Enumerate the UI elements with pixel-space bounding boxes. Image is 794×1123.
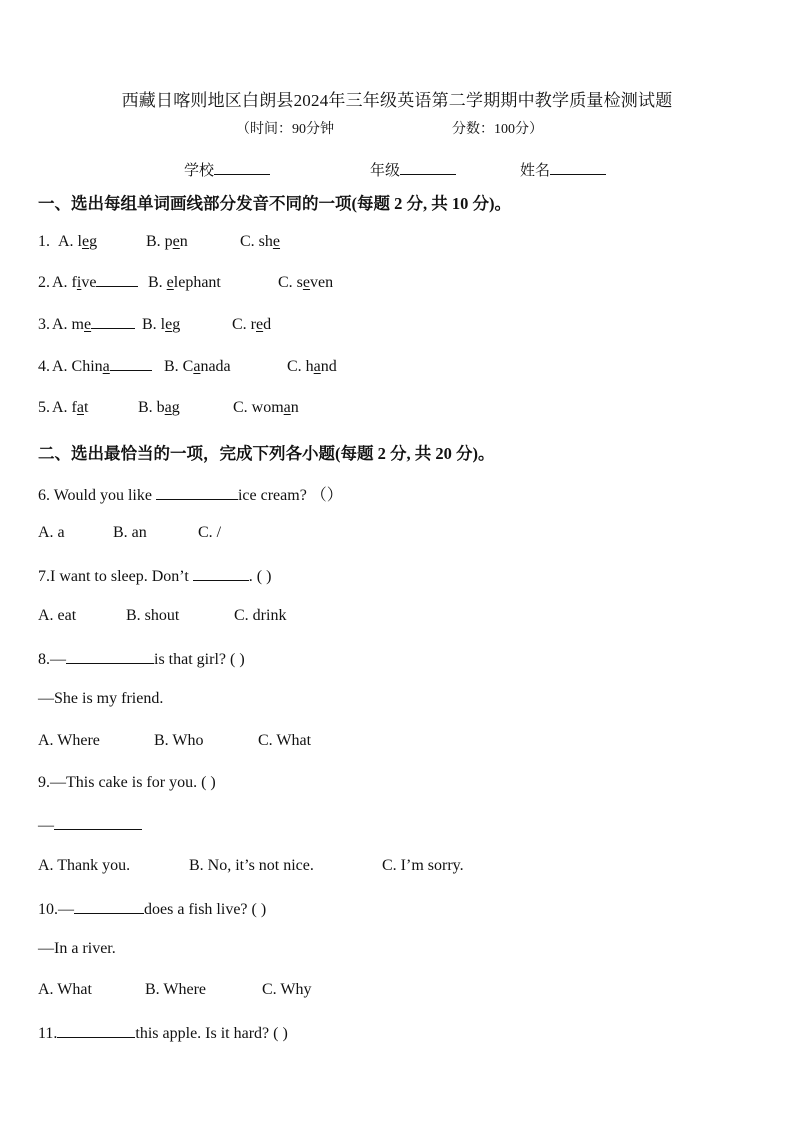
q8-option-b[interactable]: B. Who bbox=[154, 732, 204, 749]
q7-option-a[interactable]: A. eat bbox=[38, 607, 77, 624]
q8-option-c[interactable]: C. What bbox=[258, 732, 312, 749]
q6-blank[interactable] bbox=[156, 485, 238, 500]
q9-option-a[interactable]: A. Thank you. bbox=[38, 857, 131, 874]
exam-title: 西藏日喀则地区白朗县2024年三年级英语第二学期期中教学质量检测试题 bbox=[121, 91, 673, 110]
q7-option-c[interactable]: C. drink bbox=[234, 607, 287, 624]
q8-blank[interactable] bbox=[66, 649, 154, 664]
q7-blank[interactable] bbox=[193, 566, 249, 581]
q2-option-c: C. seven bbox=[278, 274, 334, 291]
question-6: 6. Would you like ice cream? （） bbox=[38, 487, 343, 504]
q8-reply: —She is my friend. bbox=[38, 690, 164, 707]
q5-option-b: B. bag bbox=[138, 399, 180, 416]
question-10: 10.— does a fish live? ( ) bbox=[38, 901, 267, 918]
q6-option-c[interactable]: C. / bbox=[198, 524, 222, 541]
question-11: 11. this apple. Is it hard? ( ) bbox=[38, 1025, 288, 1042]
q6-option-b[interactable]: B. an bbox=[113, 524, 147, 541]
q2-option-b: B. elephant bbox=[148, 274, 221, 291]
q4-option-b: B. Canada bbox=[164, 358, 231, 375]
time-limit: （时间：90分钟 bbox=[236, 122, 334, 137]
q8-option-a[interactable]: A. Where bbox=[38, 732, 100, 749]
q1-option-b: B. pen bbox=[146, 233, 188, 250]
q4-option-a: A. China bbox=[52, 358, 152, 376]
q5-number: 5. bbox=[38, 399, 50, 416]
q9-option-c[interactable]: C. I’m sorry. bbox=[382, 857, 464, 874]
section-1-heading: 一、选出每组单词画线部分发音不同的一项(每题 2 分, 共 10 分)。 bbox=[38, 194, 511, 213]
name-blank[interactable] bbox=[550, 160, 606, 175]
question-8: 8.— is that girl? ( ) bbox=[38, 651, 245, 668]
grade-field bbox=[370, 159, 456, 180]
school-blank[interactable] bbox=[214, 160, 270, 175]
q1-number: 1. bbox=[38, 233, 50, 250]
question-9: 9.—This cake is for you. ( ) bbox=[38, 774, 216, 791]
q2-option-a: A. five bbox=[52, 274, 138, 292]
q10-reply: —In a river. bbox=[38, 940, 116, 957]
q3-option-b: B. leg bbox=[142, 316, 181, 333]
q7-option-b[interactable]: B. shout bbox=[126, 607, 180, 624]
q9-option-b[interactable]: B. No, it’s not nice. bbox=[189, 857, 314, 874]
section-2-heading: 二、选出最恰当的一项，完成下列各小题(每题 2 分, 共 20 分)。 bbox=[38, 444, 495, 463]
name-label: 姓名 bbox=[520, 163, 551, 179]
q9-reply: — bbox=[38, 815, 142, 835]
total-score: 分数：100分） bbox=[452, 122, 543, 137]
q9-blank[interactable] bbox=[54, 815, 142, 830]
question-7: 7.I want to sleep. Don’t . ( ) bbox=[38, 568, 272, 585]
q4-number: 4. bbox=[38, 358, 50, 375]
name-field bbox=[520, 159, 606, 180]
grade-label: 年级 bbox=[370, 163, 401, 179]
q10-option-a[interactable]: A. What bbox=[38, 981, 92, 998]
q10-option-c[interactable]: C. Why bbox=[262, 981, 312, 998]
q1-option-c: C. she bbox=[240, 233, 281, 250]
school-field bbox=[184, 159, 270, 180]
q3-option-a: A. me bbox=[52, 316, 135, 334]
q5-option-c: C. woman bbox=[233, 399, 299, 416]
q5-option-a: A. fat bbox=[52, 399, 89, 416]
q11-blank[interactable] bbox=[57, 1023, 135, 1038]
q3-number: 3. bbox=[38, 316, 50, 333]
q10-option-b[interactable]: B. Where bbox=[145, 981, 207, 998]
q6-option-a[interactable]: A. a bbox=[38, 524, 65, 541]
q10-blank[interactable] bbox=[74, 899, 144, 914]
q2-number: 2. bbox=[38, 274, 50, 291]
q3-option-c: C. red bbox=[232, 316, 272, 333]
q1-option-a: A. leg bbox=[58, 233, 98, 250]
grade-blank[interactable] bbox=[400, 160, 456, 175]
q4-option-c: C. hand bbox=[287, 358, 337, 375]
school-label: 学校 bbox=[184, 163, 215, 179]
